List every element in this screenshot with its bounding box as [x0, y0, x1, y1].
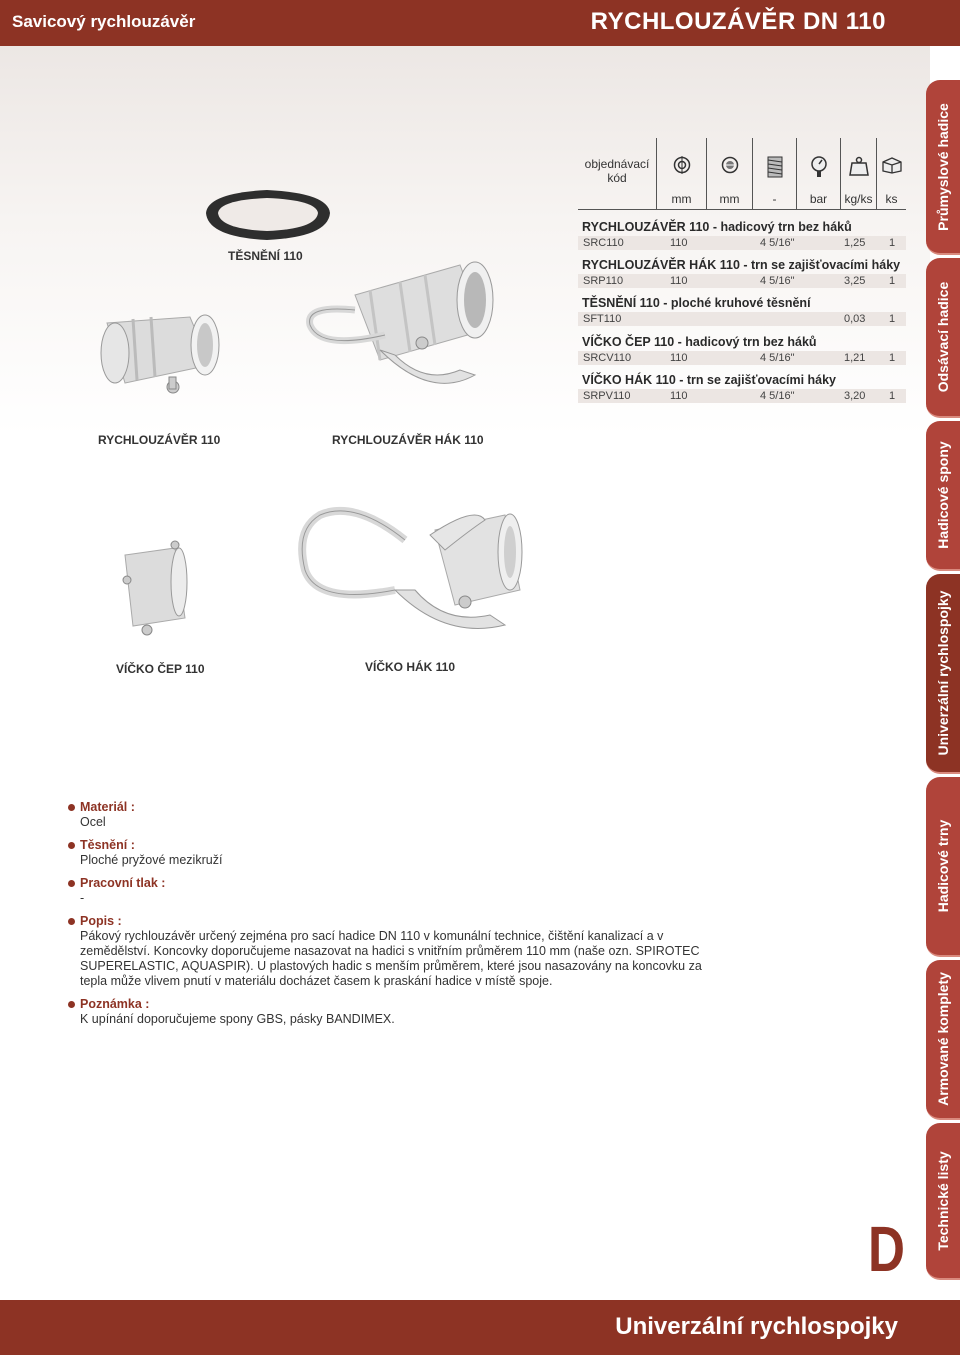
package-icon	[881, 156, 903, 174]
weight-value: 3,25	[844, 275, 866, 287]
order-code: SRP110	[583, 275, 624, 287]
outer-diameter-icon	[673, 156, 691, 174]
footer-title: Univerzální rychlospojky	[615, 1313, 898, 1340]
info-description: Popis : Pákový rychlouzávěr určený zejména pro sací hadice DN 110 v komunální technice, čištění kanalizací a v zemědělství. Koncovky doporučujeme nasazovat na hadici s vnitřním průměrem 110 mm (naše ozn. SPIROTEC SUPERELASTIC, AQUASPIR). U plastových hadic s menším průměrem, které jsou nasazovány na koncovku za tepla může vlivem pnutí v materiálu docházet časem k praskání hadice v místě spoje.	[68, 914, 718, 989]
code-column-header: objednávací kód	[584, 157, 650, 185]
cap-pin-caption: VÍČKO ČEP 110	[116, 662, 205, 676]
product-src110	[578, 220, 906, 250]
product-info	[68, 800, 718, 1035]
gasket-caption: TĚSNĚNÍ 110	[228, 249, 303, 263]
product-srpv110	[578, 373, 906, 403]
thread-value: 4 5/16"	[760, 275, 795, 287]
product-title: VÍČKO HÁK 110 - trn se zajišťovacími háky	[582, 373, 837, 387]
product-title: RYCHLOUZÁVĚR HÁK 110 - trn se zajišťovacími háky	[582, 258, 901, 272]
order-code: SRC110	[583, 237, 624, 249]
weight-value: 0,03	[844, 313, 866, 325]
column-thread: -	[752, 138, 796, 210]
coupler-photo	[95, 295, 225, 405]
tab-technicke-listy[interactable]: Technické listy	[926, 1123, 960, 1280]
tab-prumyslove-hadice[interactable]: Průmyslové hadice	[926, 80, 960, 255]
diameter-value: 110	[670, 352, 688, 364]
quantity-value: 1	[889, 275, 896, 287]
coupler-hook-photo	[300, 240, 510, 395]
weight-icon	[849, 156, 869, 176]
side-tabs	[926, 80, 960, 1280]
table-row	[578, 312, 906, 326]
product-title: TĚSNĚNÍ 110 - ploché kruhové těsnění	[582, 296, 811, 310]
column-quantity: ks	[876, 138, 906, 210]
cap-pin-photo	[115, 540, 195, 640]
quantity-value: 1	[889, 313, 896, 325]
tab-odsavaci-hadice[interactable]: Odsávací hadice	[926, 258, 960, 418]
column-pressure: bar	[796, 138, 840, 210]
order-code: SFT110	[583, 313, 622, 325]
coupler-caption: RYCHLOUZÁVĚR 110	[98, 433, 221, 447]
diameter-value: 110	[670, 275, 688, 287]
pressure-gauge-icon	[810, 156, 828, 178]
header-divider	[578, 209, 906, 210]
column-inner-diameter: mm	[706, 138, 752, 210]
column-outer-diameter: mm	[656, 138, 706, 210]
tab-hadicove-trny[interactable]: Hadicové trny	[926, 777, 960, 957]
product-srp110	[578, 258, 906, 288]
cap-hook-photo	[295, 490, 530, 645]
info-material: Materiál : Ocel	[68, 800, 718, 830]
product-title: VÍČKO ČEP 110 - hadicový trn bez háků	[582, 335, 817, 349]
footer-bar	[0, 1300, 960, 1355]
page-title: RYCHLOUZÁVĚR DN 110	[590, 8, 886, 35]
quantity-value: 1	[889, 237, 896, 249]
weight-value: 3,20	[844, 390, 866, 402]
info-pressure: Pracovní tlak : -	[68, 876, 718, 906]
table-row	[578, 236, 906, 250]
quantity-value: 1	[889, 390, 896, 402]
product-sft110	[578, 296, 906, 326]
inner-diameter-icon	[721, 156, 739, 174]
thread-value: 4 5/16"	[760, 390, 795, 402]
product-srcv110	[578, 335, 906, 365]
section-letter: D	[868, 1213, 905, 1285]
quantity-value: 1	[889, 352, 896, 364]
order-code: SRCV110	[583, 352, 632, 364]
thread-icon	[767, 156, 783, 178]
header-bar	[0, 0, 960, 46]
thread-value: 4 5/16"	[760, 237, 795, 249]
product-title: RYCHLOUZÁVĚR 110 - hadicový trn bez háků	[582, 220, 852, 234]
coupler-hook-caption: RYCHLOUZÁVĚR HÁK 110	[332, 433, 484, 447]
table-header	[578, 138, 906, 210]
header-category: Savicový rychlouzávěr	[12, 12, 196, 31]
thread-value: 4 5/16"	[760, 352, 795, 364]
weight-value: 1,25	[844, 237, 866, 249]
info-note: Poznámka : K upínání doporučujeme spony GBS, pásky BANDIMEX.	[68, 997, 718, 1027]
table-row	[578, 389, 906, 403]
tab-univerzalni-rychlospojky[interactable]: Univerzální rychlospojky	[926, 574, 960, 774]
weight-value: 1,21	[844, 352, 866, 364]
diameter-value: 110	[670, 390, 688, 402]
table-row	[578, 274, 906, 288]
diameter-value: 110	[670, 237, 688, 249]
order-code: SRPV110	[583, 390, 631, 402]
table-row	[578, 351, 906, 365]
column-weight: kg/ks	[840, 138, 876, 210]
gasket-photo	[200, 185, 335, 245]
cap-hook-caption: VÍČKO HÁK 110	[365, 660, 456, 674]
info-seal: Těsnění : Ploché pryžové mezikruží	[68, 838, 718, 868]
tab-hadicove-spony[interactable]: Hadicové spony	[926, 421, 960, 571]
tab-armovane-komplety[interactable]: Armované komplety	[926, 960, 960, 1120]
